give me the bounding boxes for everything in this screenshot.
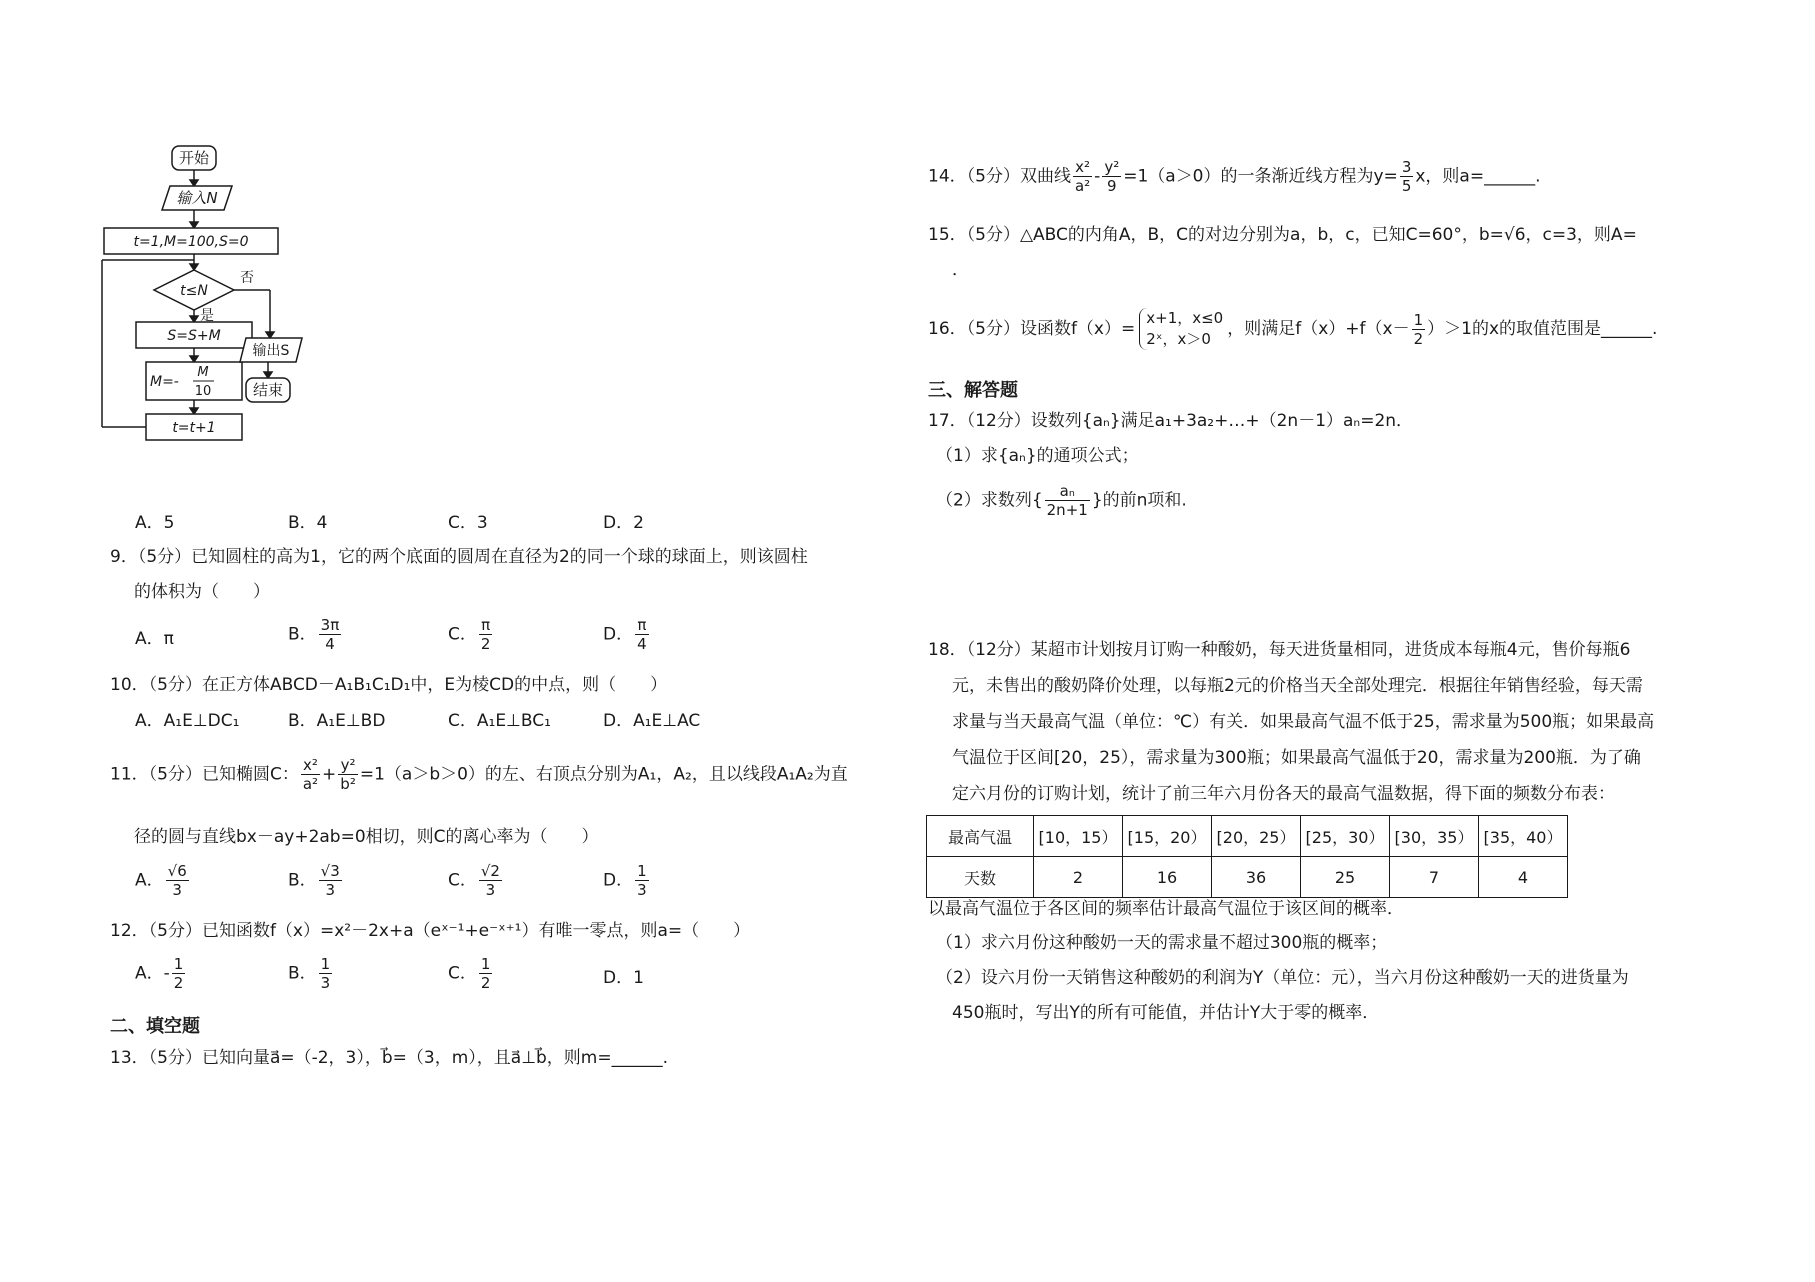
table-cell: 7 [1390, 857, 1479, 898]
q11-a-label: A． [135, 870, 164, 891]
q12-a-label: A．- [135, 963, 170, 984]
q17-part1: （1）求{aₙ}的通项公式； [936, 446, 1139, 466]
table-header-cell: [25，30） [1301, 816, 1390, 857]
q11-b-num: √3 [320, 862, 340, 880]
q11-option-c [448, 862, 504, 899]
q11-b-fraction [319, 862, 342, 899]
q11-text-line1 [110, 756, 848, 793]
q16-case1: x+1，x≤0 [1146, 309, 1224, 327]
table-cell: 天数 [927, 857, 1034, 898]
flow-m-den: 10 [194, 384, 212, 399]
q11-y-den: b² [340, 775, 356, 793]
q14-y-fraction [1102, 158, 1121, 195]
flow-yes-label: 是 [200, 308, 214, 324]
q17-frac-den: 2n+1 [1046, 501, 1088, 519]
q18-part2-line2: 450瓶时，写出Y的所有可能值，并估计Y大于零的概率． [952, 1003, 1380, 1023]
q11-a-den: 3 [172, 881, 182, 899]
q9-b-num: 3π [320, 616, 340, 634]
flow-m-num: M [197, 365, 209, 380]
table-cell: 25 [1301, 857, 1390, 898]
q17-part2-pre: （2）求数列{ [936, 490, 1043, 511]
q18-text-line2: 元，未售出的酸奶降价处理，以每瓶2元的价格当天全部处理完．根据往年销售经验，每天需 [952, 676, 1643, 696]
q12-b-fraction [319, 955, 333, 992]
q13-text: 13．（5分）已知向量a⃗=（-2，3），b⃗=（3，m），且a⃗⊥b⃗，则m=______. [110, 1048, 669, 1068]
q15-text-line2: ． [952, 260, 969, 280]
q9-option-d-fraction [635, 616, 649, 653]
q18-after-table: 以最高气温位于各区间的频率估计最高气温位于该区间的概率． [928, 899, 1404, 919]
q9-text-line2: 的体积为（ ） [134, 582, 270, 602]
q9-d-num: π [635, 616, 649, 635]
q9-option-b-label: B． [288, 624, 317, 645]
q16-text [928, 308, 1657, 350]
section-fill-in-title: 二、填空题 [110, 1016, 200, 1037]
q17-frac-num: aₙ [1045, 482, 1090, 501]
q14-y-den: 9 [1106, 177, 1117, 195]
q12-option-c [448, 955, 494, 992]
q11-d-den: 3 [637, 881, 647, 899]
q14-post: x，则a=______. [1415, 166, 1541, 187]
q16-h-den: 2 [1413, 329, 1424, 348]
q10-option-a: A．A₁E⊥DC₁ [135, 711, 240, 731]
flow-cond-label: t≤N [180, 283, 208, 299]
table-cell: 36 [1212, 857, 1301, 898]
q14-x-fraction [1073, 158, 1092, 195]
q11-d-label: D． [603, 870, 634, 891]
q11-option-d [603, 862, 651, 899]
q14-x-den: a² [1074, 177, 1091, 195]
q9-option-d [603, 616, 651, 653]
q12-a-fraction [172, 955, 186, 992]
q11-x-num: x² [301, 756, 320, 775]
table-header-cell: [15，20） [1123, 816, 1212, 857]
table-header-cell: 最高气温 [927, 816, 1034, 857]
q14-k-num: 3 [1401, 158, 1412, 176]
q11-option-a [135, 862, 191, 899]
q9-text-line1: 9．（5分）已知圆柱的高为1，它的两个底面的圆周在直径为2的同一个球的球面上，则该圆柱 [110, 547, 808, 567]
q17-part2-post: }的前n项和. [1091, 490, 1187, 511]
q9-option-c-fraction [479, 616, 493, 653]
q18-text-line4: 气温位于区间[20，25），需求量为300瓶；如果最高气温低于20，需求量为200瓶．为了确 [952, 748, 1641, 768]
flow-input-label: 输入N [176, 189, 218, 207]
flow-init-label: t=1,M=100,S=0 [133, 234, 249, 250]
q9-option-b [288, 616, 343, 653]
q14-mid: =1（a＞0）的一条渐近线方程为y= [1123, 166, 1398, 187]
q18-text-line1: 18．（12分）某超市计划按月订购一种酸奶，每天进货量相同，进货成本每瓶4元，售价每瓶6 [928, 640, 1631, 660]
q12-option-b [288, 955, 334, 992]
q14-k-den: 5 [1401, 177, 1412, 195]
q11-b-den: 3 [325, 881, 335, 899]
q11-pre: 11．（5分）已知椭圆C： [110, 764, 299, 785]
q14-pre: 14．（5分）双曲线 [928, 166, 1071, 187]
q14-minus: - [1094, 166, 1101, 187]
q10-option-d: D．A₁E⊥AC [603, 711, 701, 731]
flow-end-label: 结束 [252, 381, 284, 399]
flow-output-label: 输出S [252, 343, 290, 359]
q11-b-label: B． [288, 870, 317, 891]
flow-s-update-label: S=S+M [167, 328, 221, 344]
q10-text: 10．（5分）在正方体ABCD－A₁B₁C₁D₁中，E为棱CD的中点，则（ ） [110, 675, 668, 695]
q11-c-num: √2 [480, 862, 500, 880]
q9-b-den: 4 [325, 635, 335, 653]
q18-text-line5: 定六月份的订购计划，统计了前三年六月份各天的最高气温数据，得下面的频数分布表： [952, 784, 1615, 804]
q11-d-num: 1 [637, 862, 647, 880]
q14-y-num: y² [1104, 158, 1120, 176]
flowchart [100, 140, 340, 485]
q11-text-line2: 径的圆与直线bx－ay+2ab=0相切，则C的离心率为（ ） [134, 827, 599, 847]
flow-no-label: 否 [240, 270, 254, 286]
flow-start-label: 开始 [178, 149, 210, 167]
q8-option-a: A．5 [135, 513, 175, 533]
q18-part2-line1: （2）设六月份一天销售这种酸奶的利润为Y（单位：元），当六月份这种酸奶一天的进货量为 [936, 968, 1629, 988]
q11-y-fraction [338, 756, 358, 793]
q9-option-b-fraction [319, 616, 342, 653]
q11-x-den: a² [302, 775, 319, 793]
q8-option-d: D．2 [603, 513, 644, 533]
table-header-cell: [35，40） [1479, 816, 1568, 857]
q10-option-b: B．A₁E⊥BD [288, 711, 386, 731]
q16-h-fraction [1412, 311, 1426, 348]
q11-c-fraction [479, 862, 502, 899]
q14-x-num: x² [1073, 158, 1092, 177]
q9-c-den: 2 [480, 635, 491, 653]
table-header-cell: [10，15） [1034, 816, 1123, 857]
q11-option-b [288, 862, 344, 899]
q11-x-fraction [301, 756, 320, 793]
q18-text-line3: 求量与当天最高气温（单位：℃）有关．如果最高气温不低于25，需求量为500瓶；如果最高 [952, 712, 1655, 732]
q12-c-den: 2 [480, 974, 491, 992]
q16-pre: 16．（5分）设函数f（x）= [928, 319, 1136, 339]
q11-c-den: 3 [485, 881, 496, 899]
q17-text: 17．（12分）设数列{aₙ}满足a₁+3a₂+…+（2n－1）aₙ=2n． [928, 411, 1414, 431]
q16-h-num: 1 [1413, 310, 1424, 329]
table-row [927, 857, 1568, 898]
q10-option-c: C．A₁E⊥BC₁ [448, 711, 551, 731]
q12-c-label: C． [448, 963, 477, 984]
q11-a-num: √6 [167, 862, 187, 880]
q12-option-d: D．1 [603, 968, 644, 988]
table-cell: 2 [1034, 857, 1123, 898]
q12-b-label: B． [288, 963, 317, 984]
table-header-cell: [20，25） [1212, 816, 1301, 857]
q11-c-label: C． [448, 870, 477, 891]
q11-y-num: y² [338, 756, 358, 775]
q15-text-line1: 15．（5分）△ABC的内角A，B，C的对边分别为a，b，c，已知C=60°，b=√6，c=3，则A= [928, 225, 1637, 245]
q11-a-fraction [166, 862, 189, 899]
q14-text [928, 158, 1541, 195]
q16-mid: ，则满足f（x）+f（x－ [1227, 319, 1410, 339]
q8-option-c: C．3 [448, 513, 488, 533]
q12-a-den: 2 [173, 974, 184, 992]
flow-m-update-lhs: M=- [150, 374, 179, 390]
q12-text: 12．（5分）已知函数f（x）=x²－2x+a（eˣ⁻¹+e⁻ˣ⁺¹）有唯一零点，则a=（ ） [110, 921, 751, 941]
q9-d-den: 4 [637, 635, 647, 653]
q9-option-c [448, 616, 494, 653]
table-cell: 4 [1479, 857, 1568, 898]
frequency-table [926, 815, 1568, 898]
q17-fraction [1045, 482, 1090, 519]
q18-part1: （1）求六月份这种酸奶一天的需求量不超过300瓶的概率； [936, 933, 1388, 953]
q8-option-b: B．4 [288, 513, 328, 533]
q14-k-fraction [1400, 158, 1414, 195]
q9-c-num: π [479, 616, 493, 635]
section-solution-title: 三、解答题 [928, 380, 1018, 401]
table-row [927, 816, 1568, 857]
q12-c-fraction [479, 955, 493, 992]
q9-option-d-label: D． [603, 624, 634, 645]
table-header-cell: [30，35） [1390, 816, 1479, 857]
q9-option-c-label: C． [448, 624, 477, 645]
q16-case2: 2ˣ，x＞0 [1146, 330, 1211, 348]
q12-option-a [135, 955, 187, 992]
q11-plus: + [322, 764, 337, 785]
q12-b-den: 3 [320, 974, 331, 992]
q17-part2 [936, 482, 1187, 519]
q16-piecewise [1139, 308, 1223, 350]
q11-post: =1（a＞b＞0）的左、右顶点分别为A₁，A₂，且以线段A₁A₂为直 [359, 764, 848, 785]
q11-d-fraction [635, 862, 649, 899]
q12-c-num: 1 [480, 955, 491, 973]
q9-option-a: A．π [135, 629, 174, 649]
flow-t-update-label: t=t+1 [172, 420, 216, 436]
q16-post: ）＞1的x的取值范围是______. [1427, 319, 1658, 339]
q12-a-num: 1 [173, 955, 184, 973]
table-cell: 16 [1123, 857, 1212, 898]
q12-b-num: 1 [320, 955, 331, 973]
